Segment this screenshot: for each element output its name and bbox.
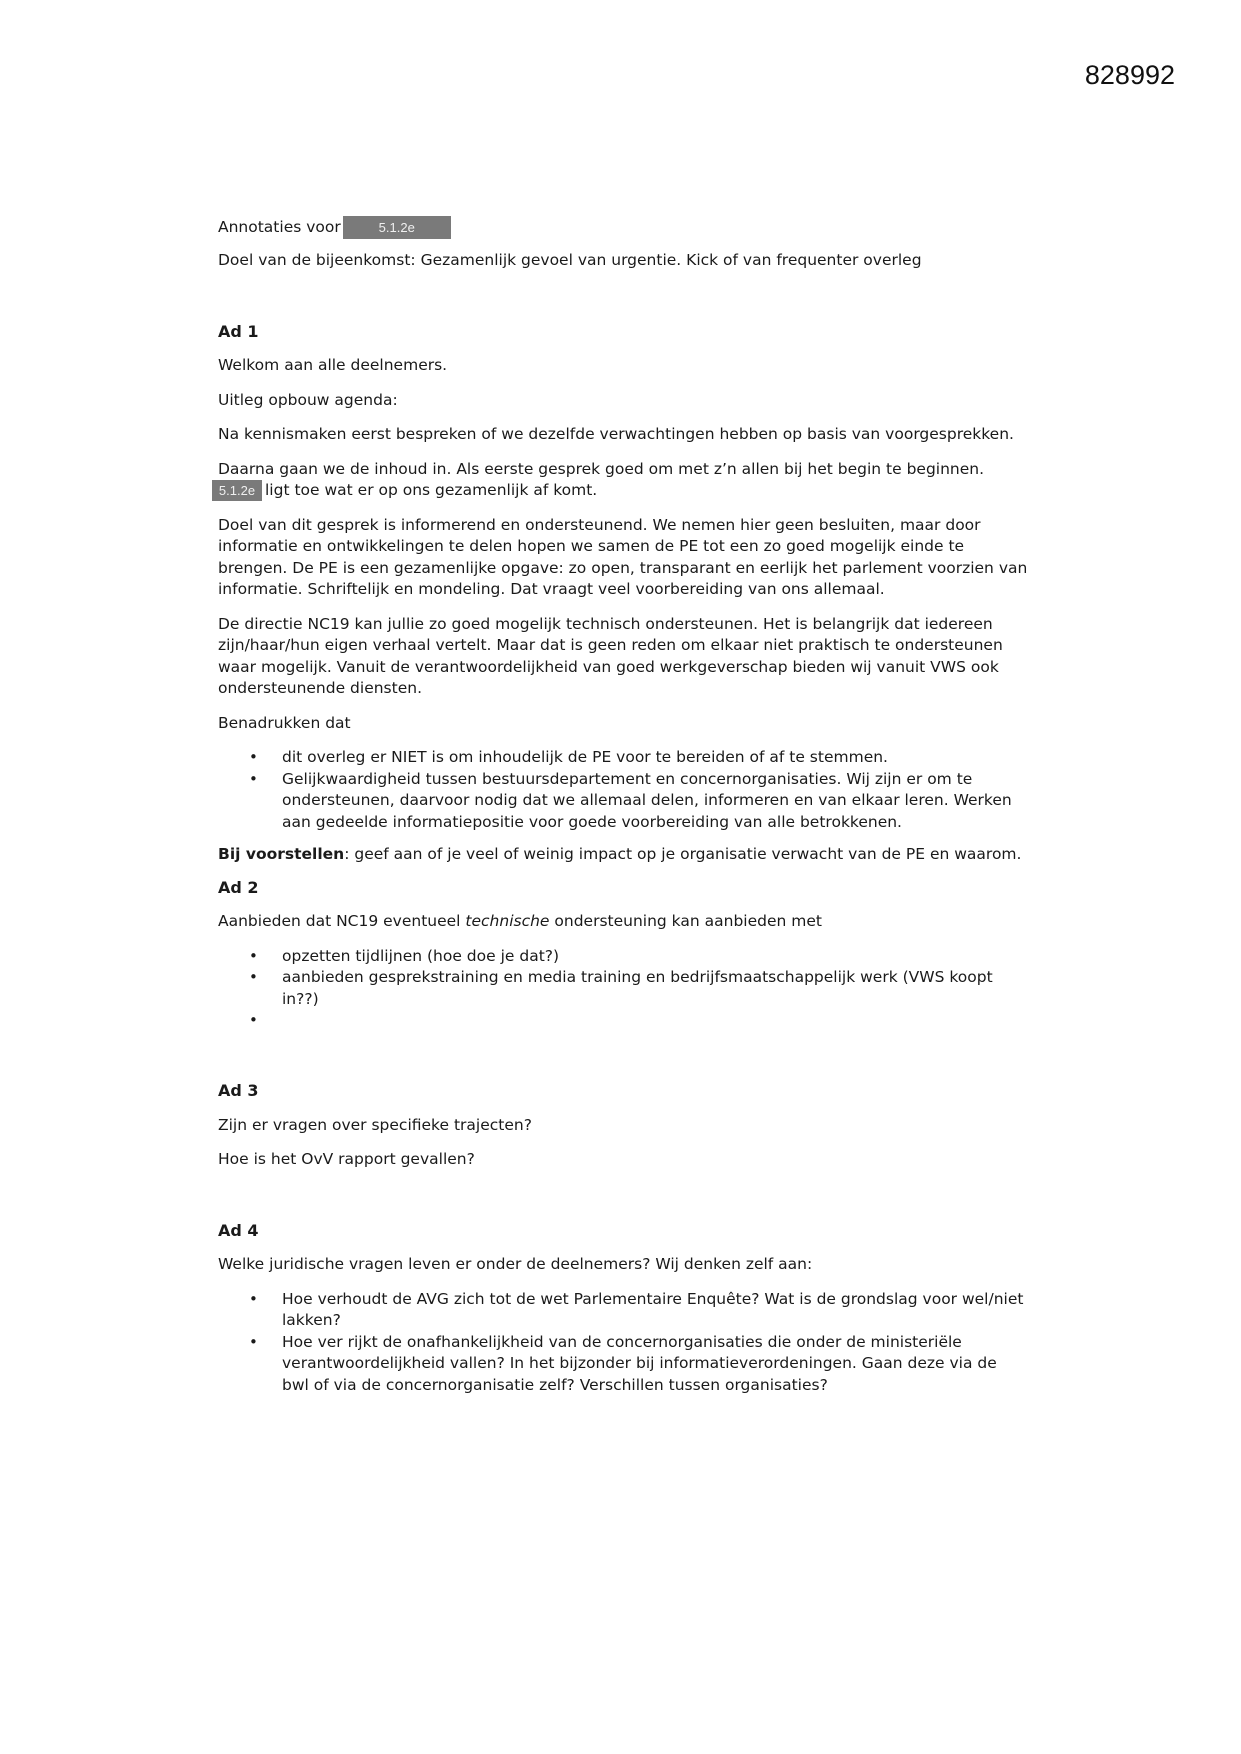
paragraph: De directie NC19 kan jullie zo goed mogelijk technisch ondersteunen. Het is belangrijk dat iedereen zijn/haar/hun eigen verhaal vertelt. Maar dat is geen reden om elkaar niet praktisch te ondersteunen waar mogelijk. Vanuit de verantwoordelijkheid van goed werkgeverschap bieden wij vanuit VWS ook ondersteunende diensten. xyxy=(218,614,1003,697)
bullet-list xyxy=(218,946,1028,1032)
paragraph: Uitleg opbouw agenda: xyxy=(218,390,398,409)
document-body xyxy=(218,216,1028,1396)
list-item: • dit overleg er NIET is om inhoudelijk de PE voor te bereiden of af te stemmen. xyxy=(282,747,1028,769)
heading-ad-3: Ad 3 xyxy=(218,1081,259,1100)
bullet-list xyxy=(218,747,1028,833)
paragraph: Benadrukken dat xyxy=(218,713,351,732)
paragraph-text: Aanbieden dat NC19 eventueel xyxy=(218,912,466,930)
paragraph: Welke juridische vragen leven er onder de deelnemers? Wij denken zelf aan: xyxy=(218,1255,813,1273)
redaction-box: 5.1.2e xyxy=(343,216,451,239)
list-item: • Gelijkwaardigheid tussen bestuursdepartement en concernorganisaties. Wij zijn er om te ondersteunen, daarvoor nodig dat we allemaal delen, informeren en van elkaar leren. Werken aan gedeelde informatiepositie voor goede voorbereiding van alle betrokkenen. xyxy=(282,769,1028,834)
bold-text: Bij voorstellen xyxy=(218,845,345,863)
list-item: • opzetten tijdlijnen (hoe doe je dat?) xyxy=(282,946,1028,968)
paragraph-text: ligt toe wat er op ons gezamenlijk af komt. xyxy=(265,481,598,499)
document-id: 828992 xyxy=(1084,60,1175,90)
meeting-purpose: Doel van de bijeenkomst: Gezamenlijk gevoel van urgentie. Kick of van frequenter overleg xyxy=(218,251,922,269)
paragraph-text: ondersteuning kan aanbieden met xyxy=(549,912,822,930)
paragraph: Doel van dit gesprek is informerend en ondersteunend. We nemen hier geen besluiten, maar door informatie en ontwikkelingen te delen hopen we samen de PE tot een zo goed mogelijk einde te brengen. De PE is een gezamenlijke opgave: zo open, transparant en eerlijk het parlement voorzien van informatie. Schriftelijk en mondeling. Dat vraagt veel voorbereiding van ons allemaal. xyxy=(218,515,1028,598)
paragraph: Welkom aan alle deelnemers. xyxy=(218,356,448,374)
heading-ad-1: Ad 1 xyxy=(218,321,259,341)
paragraph xyxy=(218,911,1028,933)
paragraph-text: Daarna gaan we de inhoud in. Als eerste gesprek goed om met z’n allen bij het begin te beginnen. xyxy=(218,459,985,478)
paragraph xyxy=(218,844,1028,866)
bullet-list xyxy=(218,1289,1028,1397)
paragraph: Hoe is het OvV rapport gevallen? xyxy=(218,1150,475,1168)
heading-ad-2: Ad 2 xyxy=(218,877,259,897)
paragraph-text: : geef aan of je veel of weinig impact op je organisatie verwacht van de PE en waarom. xyxy=(344,845,1022,863)
paragraph: Zijn er vragen over specifieke trajecten? xyxy=(218,1115,532,1134)
paragraph: Na kennismaken eerst bespreken of we dezelfde verwachtingen hebben op basis van voorgesprekken. xyxy=(218,425,1014,443)
list-item: • aanbieden gesprekstraining en media training en bedrijfsmaatschappelijk werk (VWS koopt in??) xyxy=(282,967,1028,1010)
list-item: • Hoe verhoudt de AVG zich tot de wet Parlementaire Enquête? Wat is de grondslag voor wel/niet lakken? xyxy=(282,1289,1028,1332)
paragraph xyxy=(218,459,1028,502)
title-label: Annotaties voor xyxy=(218,218,341,236)
document-title xyxy=(218,216,1028,242)
heading-ad-4: Ad 4 xyxy=(218,1220,259,1240)
list-item xyxy=(282,1010,1028,1031)
list-item: • Hoe ver rijkt de onafhankelijkheid van de concernorganisaties die onder de ministeriële verantwoordelijkheid vallen? In het bijzonder bij informatieverordeningen. Gaan deze via de bwl of via de concernorganisatie zelf? Verschillen tussen organisaties? xyxy=(282,1332,1028,1397)
italic-text: technische xyxy=(465,912,550,930)
redaction-box: 5.1.2e xyxy=(212,480,262,501)
